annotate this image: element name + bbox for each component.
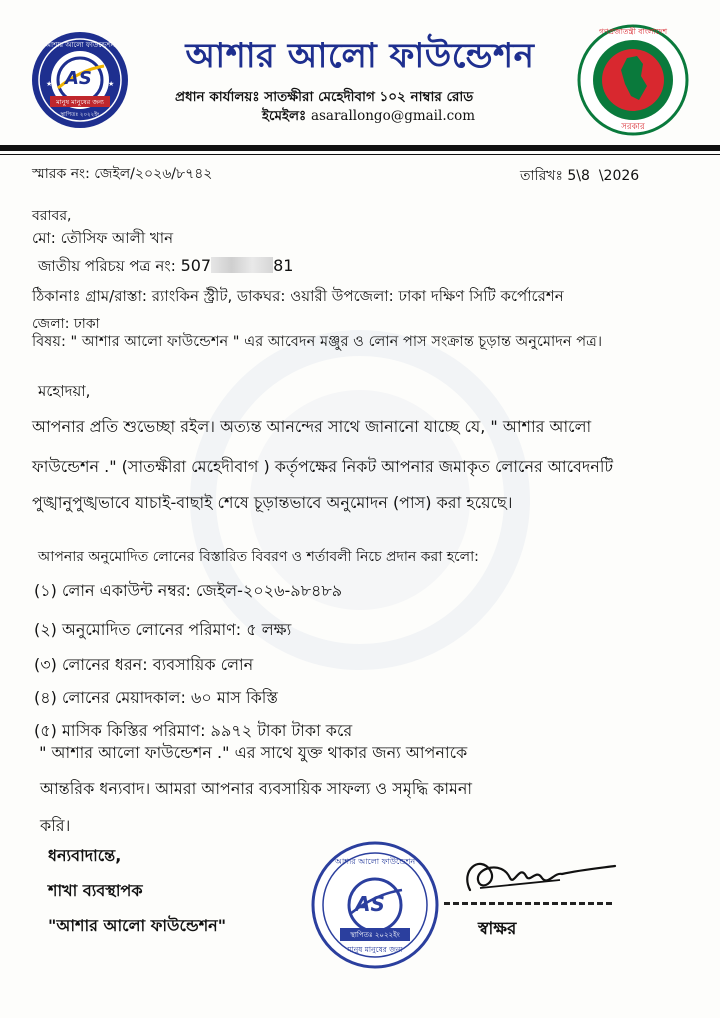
signature-line <box>444 902 612 905</box>
recipient-name: মো: তৌসিফ আলী খান <box>32 229 174 247</box>
govt-seal-bottom-text: সরকার <box>621 122 645 132</box>
nid-redacted-block <box>211 257 273 273</box>
email-address: asarallongo@gmail.com <box>310 108 476 124</box>
detail-item: (৫) মাসিক কিস্তির পরিমাণ: ৯৯৭২ টাকা টাকা করে <box>34 721 353 740</box>
govt-seal <box>577 24 689 136</box>
nid-end: 81 <box>273 256 294 275</box>
header-divider-thin <box>0 154 720 155</box>
recipient-district: জেলা: ঢাকা <box>32 316 100 332</box>
detail-item: (৪) লোনের মেয়াদকাল: ৬০ মাস কিস্তি <box>34 688 278 707</box>
left-logo-center-text: AS <box>65 68 92 89</box>
footer-org-name: "আশার আলো ফাউন্ডেশন" <box>48 916 227 935</box>
memo-number <box>32 162 212 186</box>
left-logo-sub-text: স্থাপিতঃ ২০২২ইং <box>60 112 100 118</box>
regards: ধন্যবাদান্তে, <box>48 846 122 865</box>
stamp-center-text: AS <box>355 892 385 916</box>
memo-value: জেইল/২০২৬/৮৭৪২ <box>94 166 213 182</box>
details-intro: আপনার অনুমোদিত লোনের বিস্তারিত বিবরণ ও শর্তাবলী নিচে প্রদান করা হলো: <box>38 549 479 565</box>
memo-label: স্মারক নং: <box>32 166 90 182</box>
left-logo-seal <box>30 30 130 130</box>
signature-label: স্বাক্ষর <box>478 919 517 939</box>
letter-date <box>520 164 639 188</box>
para1-line-2: ফাউন্ডেশন ." (সাতক্ষীরা মেহেদীবাগ ) কর্তৃপক্ষের নিকট আপনার জমাকৃত লোনের আবেদনটি <box>32 457 614 476</box>
para1-line-1: আপনার প্রতি শুভেচ্ছা রইল। অত্যন্ত আনন্দের সাথে জানানো যাচ্ছে যে, " আশার আলো <box>32 417 592 436</box>
header-email <box>262 105 475 128</box>
govt-seal-ring-text: গণপ্রজাতন্ত্রী বাংলাদেশ <box>598 27 668 36</box>
para1-line-3: পুঙ্খানুপুঙ্খভাবে যাচাই-বাছাই শেষে চূড়ান্তভাবে অনুমোদন (পাস) করা হয়েছে। <box>32 493 513 512</box>
svg-text:★: ★ <box>46 80 53 88</box>
nid-label: জাতীয় পরিচয় পত্র নং: <box>38 257 176 275</box>
org-title: আশার আলো ফাউন্ডেশন <box>185 36 535 76</box>
email-label: ইমেইলঃ <box>262 108 307 124</box>
office-stamp-seal <box>310 840 440 970</box>
recipient-address: ঠিকানাঃ গ্রাম/রাস্তা: র‍্যাংকিন স্ট্রীট, ডাকঘর: ওয়ারী উপজেলা: ঢাকা দক্ষিণ সিটি কর্পোরেশন <box>32 287 564 305</box>
recipient-nid <box>38 255 293 280</box>
date-value: 5\8 \2026 <box>567 168 640 184</box>
recipient-to: বরাবর, <box>32 208 72 224</box>
handwritten-signature <box>450 850 620 910</box>
stamp-bottom-text: মানুষ মানুষের জন্য <box>347 945 403 954</box>
stamp-ribbon-text: স্থাপিতঃ ২০২২ইং <box>350 931 400 939</box>
nid-start: 507 <box>180 256 212 275</box>
stamp-top-text: আশার আলো ফাউন্ডেশন <box>334 857 416 866</box>
detail-item: (২) অনুমোদিত লোনের পরিমাণ: ৫ লক্ষ্য <box>34 620 292 639</box>
left-logo-ribbon-text: মানুষ মানুষের জন্য <box>56 98 104 106</box>
salutation: মহোদয়া, <box>38 382 91 400</box>
designation: শাখা ব্যবস্থাপক <box>48 881 143 900</box>
letter-subject: বিষয়: " আশার আলো ফাউন্ডেশন " এর আবেদন মঞ্জুর ও লোন পাস সংক্রান্ত চূড়ান্ত অনুমোদন পত্র। <box>32 333 603 350</box>
date-label: তারিখঃ <box>520 168 563 184</box>
closing-line-2: আন্তরিক ধন্যবাদ। আমরা আপনার ব্যবসায়িক সাফল্য ও সমৃদ্ধি কামনা <box>40 779 473 798</box>
closing-line-1: " আশার আলো ফাউন্ডেশন ." এর সাথে যুক্ত থাকার জন্য আপনাকে <box>34 743 468 762</box>
svg-text:★: ★ <box>108 80 115 88</box>
detail-item: (১) লোন একাউন্ট নম্বর: জেইল-২০২৬-৯৮৪৮৯ <box>34 581 343 600</box>
left-logo-top-text: আশার আলো ফাউন্ডেশন <box>44 41 116 49</box>
header-address: প্রধান কার্যালয়ঃ সাতক্ষীরা মেহেদীবাগ ১০২ নাম্বার রোড <box>175 89 474 105</box>
closing-line-3: করি। <box>40 816 71 835</box>
header-divider-thick <box>0 145 720 151</box>
detail-item: (৩) লোনের ধরন: ব্যবসায়িক লোন <box>34 655 254 674</box>
